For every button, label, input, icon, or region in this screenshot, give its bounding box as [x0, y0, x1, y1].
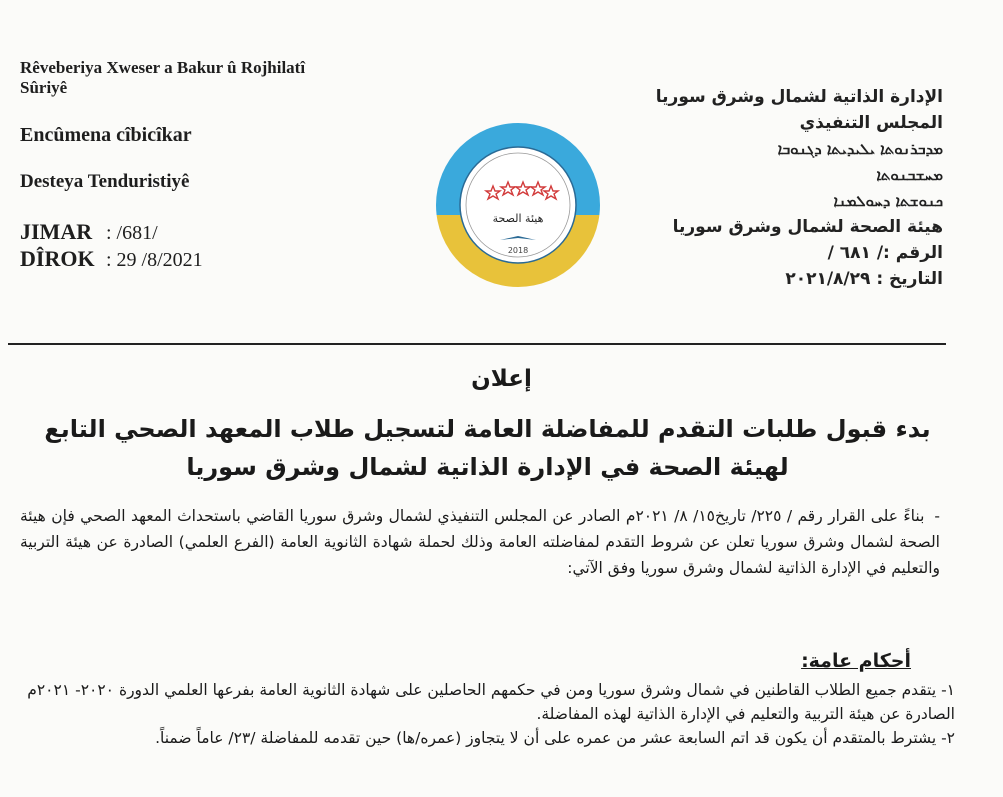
department-name-kurdish: Desteya Tenduristiyê [20, 171, 190, 192]
general-provisions-list [20, 678, 955, 750]
health-body-arabic: هيئة الصحة لشمال وشرق سوريا [672, 217, 943, 237]
reference-number-row [20, 219, 320, 246]
jimar-label: JIMAR [20, 219, 93, 244]
admin-name-arabic: الإدارة الذاتية لشمال وشرق سوريا [655, 87, 943, 107]
date-row [20, 246, 320, 273]
seal-center-text: هيئة الصحة [492, 212, 544, 225]
seal-emblem-icon [433, 120, 603, 290]
right-header [613, 86, 943, 294]
date-arabic: التاريخ : ٢٠٢١/٨/٢٩ [785, 269, 943, 289]
intro-dash: - [934, 507, 940, 525]
intro-text: بناءً على القرار رقم / ٢٢٥/ تاريخ١٥/ ٨/ ٢٠٢١م الصادر عن المجلس التنفيذي لشمال وشرق سوريا القاضي باستحداث المعهد الصحي فإن هيئة الصحة لشمال وشرق سوريا تعلن عن شروط التقدم لمفاضلته العامة وذلك لحملة شهادة الثانوية العامة (الفرع العلمي) الصادرة عن هيئة التربية والتعليم في الإدارة الذاتية لشمال وشرق سوريا وفق الآتي: [20, 507, 940, 577]
council-name-syriac: ܡܚܫܒܢܘܬܐ [876, 166, 943, 184]
general-provisions-heading: أحكام عامة: [801, 650, 911, 672]
header-divider [8, 343, 946, 345]
intro-paragraph [20, 503, 940, 581]
seal-year: 2018 [507, 246, 529, 255]
council-name-arabic: المجلس التنفيذي [799, 113, 943, 133]
jimar-value: : /681/ [106, 222, 158, 244]
provision-item: ٢- يشترط بالمتقدم أن يكون قد اتم السابعة عشر من عمره على أن لا يتجاوز (عمره/ها) حين تقدمه للمفاضلة /٢٣/ عاماً ضمناً. [155, 729, 955, 747]
announcement-title: إعلان [471, 366, 532, 392]
admin-name-syriac: ܡܕܒܪܢܘܬܐ ܝܠܝܕܝܬܐ ܕܓܢܘܒܐ [777, 140, 943, 158]
provision-item: ١- يتقدم جميع الطلاب القاطنين في شمال وشرق سوريا ومن في حكمهم الحاصلين على شهادة الثانوية العامة بفرعها العلمي الدورة ٢٠٢٠- ٢٠٢١م الصادرة عن هيئة التربية والتعليم في الإدارة الذاتية لهذه المفاضلة. [27, 681, 955, 723]
official-seal [433, 120, 603, 290]
dirok-label: DÎROK [20, 246, 95, 271]
region-name-kurdish: Rêveberiya Xweser a Bakur û Rojhilatî Sûriyê [20, 58, 306, 97]
council-name-kurdish: Encûmena cîbicîkar [20, 124, 192, 146]
dirok-value: : 29 /8/2021 [106, 249, 203, 271]
left-header [20, 58, 320, 273]
document-headline: بدء قبول طلبات التقدم للمفاضلة العامة لتسجيل طلاب المعهد الصحي التابع لهيئة الصحة في الإدارة الذاتية لشمال وشرق سوريا [44, 415, 931, 481]
health-name-syriac: ܟܢܘܫܬܐ ܕܚܘܠܡܢܐ [833, 192, 943, 210]
reference-number-arabic: الرقم :/ ٦٨١ / [827, 243, 943, 263]
